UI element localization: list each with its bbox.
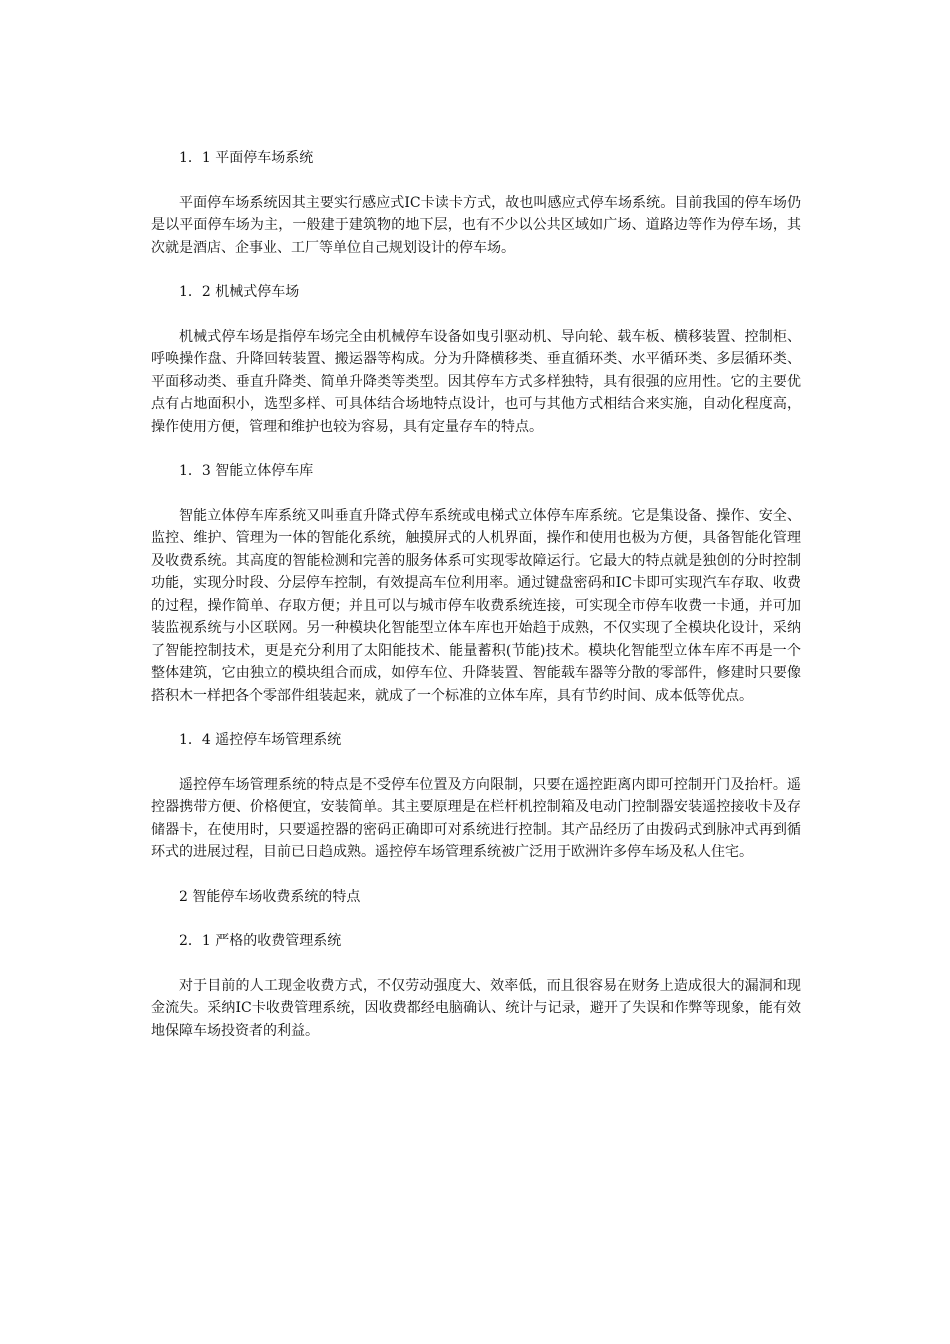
document-body xyxy=(151,147,801,1042)
section-heading: 1．1 平面停车场系统 xyxy=(179,150,314,166)
section-paragraph: 遥控停车场管理系统的特点是不受停车位置及方向限制，只要在遥控距离内即可控制开门及抬杆。遥控器携带方便、价格便宜，安装简单。其主要原理是在栏杆机控制箱及电动门控制器安装遥控接收卡及存储器卡，在使用时，只要遥控器的密码正确即可对系统进行控制。其产品经历了由拨码式到脉冲式再到循环式的进展过程，目前已日趋成熟。遥控停车场管理系统被广泛用于欧洲许多停车场及私人住宅。 xyxy=(151,776,801,860)
section-paragraph: 平面停车场系统因其主要实行感应式IC卡读卡方式，故也叫感应式停车场系统。目前我国的停车场仍是以平面停车场为主，一般建于建筑物的地下层，也有不少以公共区域如广场、道路边等作为停车场，其次就是酒店、企事业、工厂等单位自己规划设计的停车场。 xyxy=(151,194,801,256)
section-heading: 1．4 遥控停车场管理系统 xyxy=(179,732,342,748)
chapter-heading: 2 智能停车场收费系统的特点 xyxy=(179,888,361,905)
section-paragraph: 机械式停车场是指停车场完全由机械停车设备如曳引驱动机、导向轮、载车板、横移装置、控制柜、呼唤操作盘、升降回转装置、搬运器等构成。分为升降横移类、垂直循环类、水平循环类、多层循环类、平面移动类、垂直升降类、简单升降类等类型。因其停车方式多样独特，具有很强的应用性。它的主要优点有占地面积小，选型多样、可具体结合场地特点设计，也可与其他方式相结合来实施，自动化程度高，操作使用方便，管理和维护也较为容易，具有定量存车的特点。 xyxy=(151,328,801,435)
section-paragraph: 对于目前的人工现金收费方式，不仅劳动强度大、效率低，而且很容易在财务上造成很大的漏洞和现金流失。采纳IC卡收费管理系统，因收费都经电脑确认、统计与记录，避开了失误和作弊等现象，能有效地保障车场投资者的利益。 xyxy=(151,977,801,1039)
section-heading: 1．2 机械式停车场 xyxy=(179,284,300,300)
section-heading: 1．3 智能立体停车库 xyxy=(179,463,314,479)
section-paragraph: 智能立体停车库系统又叫垂直升降式停车系统或电梯式立体停车库系统。它是集设备、操作、安全、监控、维护、管理为一体的智能化系统，触摸屏式的人机界面，操作和使用也极为方便，具备智能化管理及收费系统。其高度的智能检测和完善的服务体系可实现零故障运行。它最大的特点就是独创的分时控制功能，实现分时段、分层停车控制，有效提高车位利用率。通过键盘密码和IC卡即可实现汽车存取、收费的过程，操作简单、存取方便；并且可以与城市停车收费系统连接，可实现全市停车收费一卡通，并可加装监视系统与小区联网。另一种模块化智能型立体车库也开始趋于成熟，不仅实现了全模块化设计，采纳了智能控制技术，更是充分利用了太阳能技术、能量蓄积(节能)技术。模块化智能型立体车库不再是一个整体建筑，它由独立的模块组合而成，如停车位、升降装置、智能载车器等分散的零部件，修建时只要像搭积木一样把各个零部件组装起来，就成了一个标准的立体车库，具有节约时间、成本低等优点。 xyxy=(151,507,801,704)
section-heading: 2．1 严格的收费管理系统 xyxy=(179,933,342,949)
